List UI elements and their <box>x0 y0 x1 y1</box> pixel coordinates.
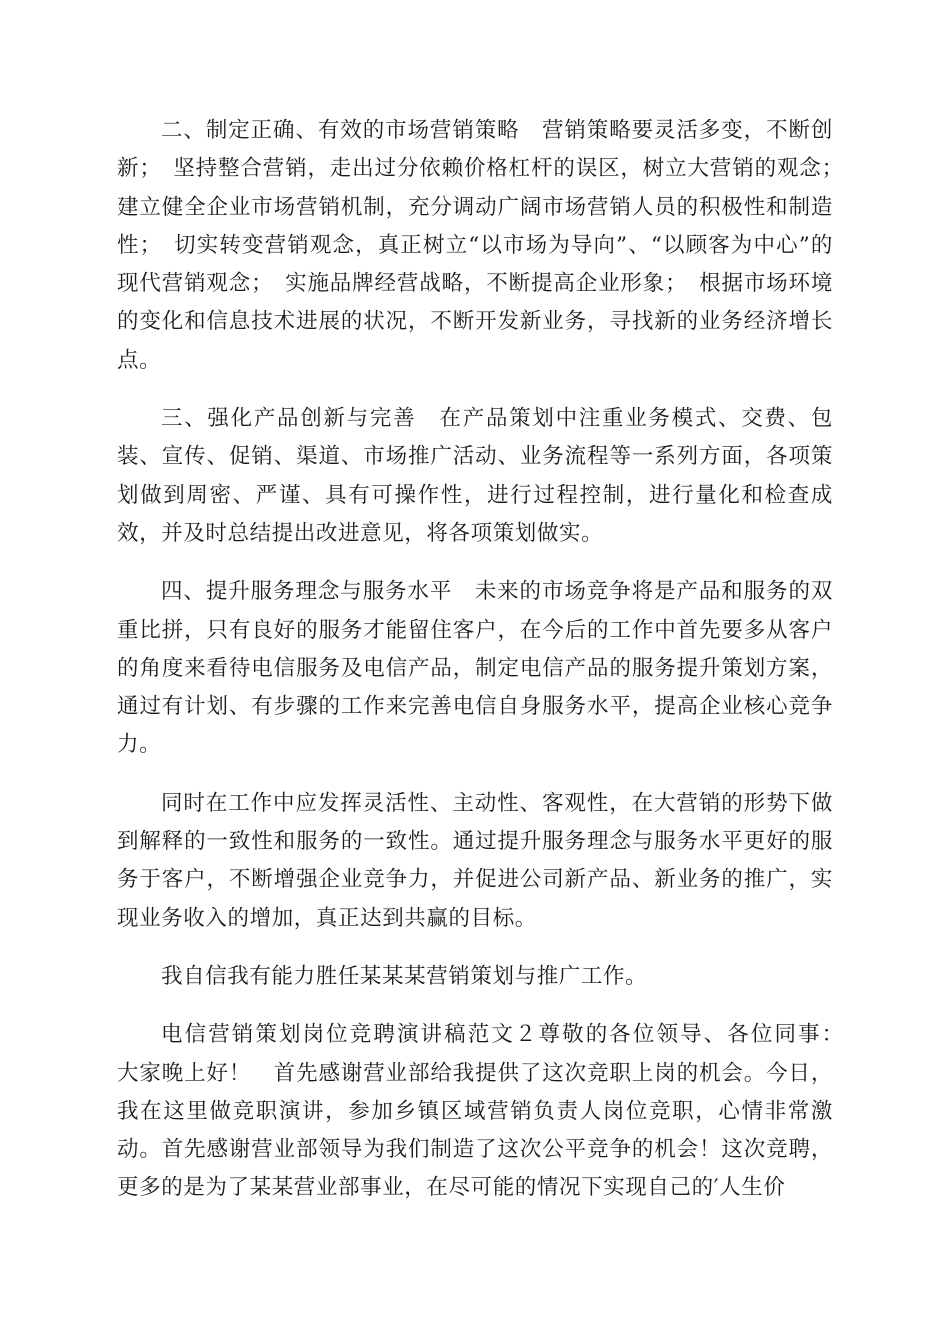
document-page <box>117 112 856 1208</box>
paragraph-flexibility: 同时在工作中应发挥灵活性、主动性、客观性，在大营销的形势下做到解释的一致性和服务的一致性。通过提升服务理念与服务水平更好的服务于客户，不断增强企业竞争力，并促进公司新产品、新业务的推广，实现业务收入的增加，真正达到共赢的目标。 <box>117 790 833 931</box>
paragraph-service-level: 四、提升服务理念与服务水平 未来的市场竞争将是产品和服务的双重比拼，只有良好的服务才能留住客户，在今后的工作中首先要多从客户的角度来看待电信服务及电信产品，制定电信产品的服务提升策划方案，通过有计划、有步骤的工作来完善电信自身服务水平，提高企业核心竞争力。 <box>117 579 833 758</box>
paragraph-marketing-strategy: 二、制定正确、有效的市场营销策略 营销策略要灵活多变，不断创新； 坚持整合营销，走出过分依赖价格杠杆的误区，树立大营销的观念； 建立健全企业市场营销机制，充分调动广阔市场营销人员的积极性和制造性； 切实转变营销观念，真正树立“以市场为导向”、“以顾客为中心”的现代营销观念； 实施品牌经营战略，不断提高企业形象； 根据市场环境的变化和信息技术进展的状况，不断开发新业务，寻找新的业务经济增长点。 <box>117 118 856 373</box>
paragraph-product-innovation: 三、强化产品创新与完善 在产品策划中注重业务模式、交费、包装、宣传、促销、渠道、市场推广活动、业务流程等一系列方面，各项策划做到周密、严谨、具有可操作性，进行过程控制，进行量化和检查成效，并及时总结提出改进意见，将各项策划做实。 <box>117 406 833 546</box>
paragraph-confidence: 我自信我有能力胜任某某某营销策划与推广工作。 <box>161 963 648 989</box>
paragraph-speech-sample-2: 电信营销策划岗位竞聘演讲稿范文２尊敬的各位领导、各位同事： 大家晚上好！ 首先感谢营业部给我提供了这次竞职上岗的机会。今日，我在这里做竞职演讲，参加乡镇区域营销负责人岗位竞职，心情非常激动。首先感谢营业部领导为我们制造了这次公平竞争的机会！这次竞聘，更多的是为了某某营业部事业，在尽可能的情况下实现自己的′人生价 <box>117 1022 856 1201</box>
